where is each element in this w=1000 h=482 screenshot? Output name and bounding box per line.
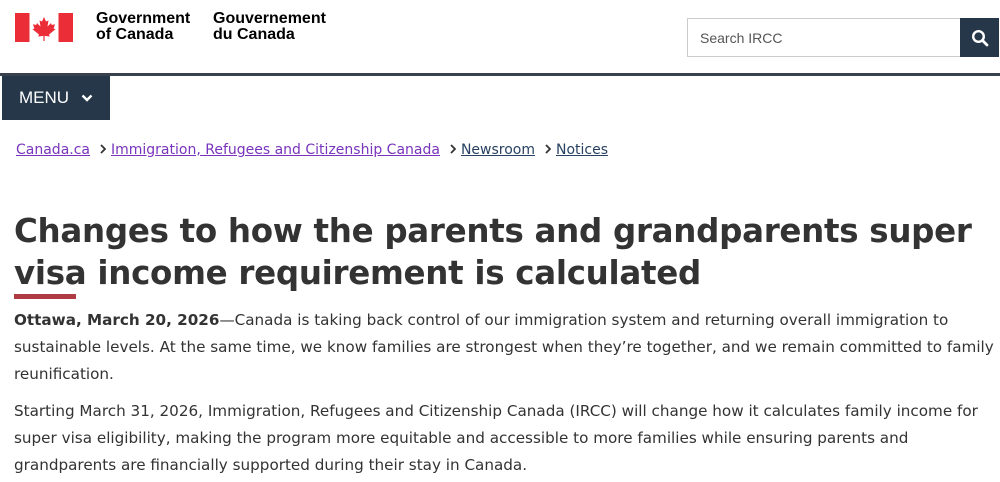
title-underline [14,294,76,299]
chevron-right-icon [100,144,106,157]
lead-paragraph [14,307,1000,388]
search-button[interactable] [960,18,999,57]
signature-fr-line-2: du Canada [213,26,295,43]
search-input[interactable] [687,18,960,57]
menu-label: MENU [19,88,70,107]
menu-button[interactable] [2,76,110,120]
signature-en-line-2: of Canada [96,26,174,43]
chevron-down-icon [81,94,93,102]
chevron-right-icon [450,144,456,157]
signature-en-line-1: Government [96,10,191,27]
header-divider [0,73,1000,76]
breadcrumb-canada-ca[interactable]: Canada.ca [16,142,90,158]
body-paragraph: Starting March 31, 2026, Immigration, Refugees and Citizenship Canada (IRCC) will change how it calculates family income for super visa eligibility, making the program more equitable and accessible to more families while ensuring parents and grandparents are financially supported during their stay in Canada. [14,402,978,474]
breadcrumb [16,142,608,158]
chevron-right-icon [545,144,551,157]
dateline: Ottawa, March 20, 2026 [14,311,220,329]
search-icon [971,29,989,47]
signature-fr-line-1: Gouvernement [213,10,326,27]
government-signature-fr[interactable] [213,11,326,43]
breadcrumb-notices[interactable]: Notices [556,142,609,158]
site-header [0,0,1000,74]
lead-text: —Canada is taking back control of our immigration system and returning overall immigration to sustainable levels. At the same time, we know families are strongest when they’re together, and we remain committed to family reunification. [14,311,994,383]
page-title: Changes to how the parents and grandparents super visa income requirement is calculated [14,212,972,292]
government-signature-en[interactable] [96,11,190,43]
canada-flag-icon[interactable] [15,13,73,42]
breadcrumb-newsroom[interactable]: Newsroom [460,142,535,158]
breadcrumb-ircc[interactable]: Immigration, Refugees and Citizenship Canada [111,142,440,158]
